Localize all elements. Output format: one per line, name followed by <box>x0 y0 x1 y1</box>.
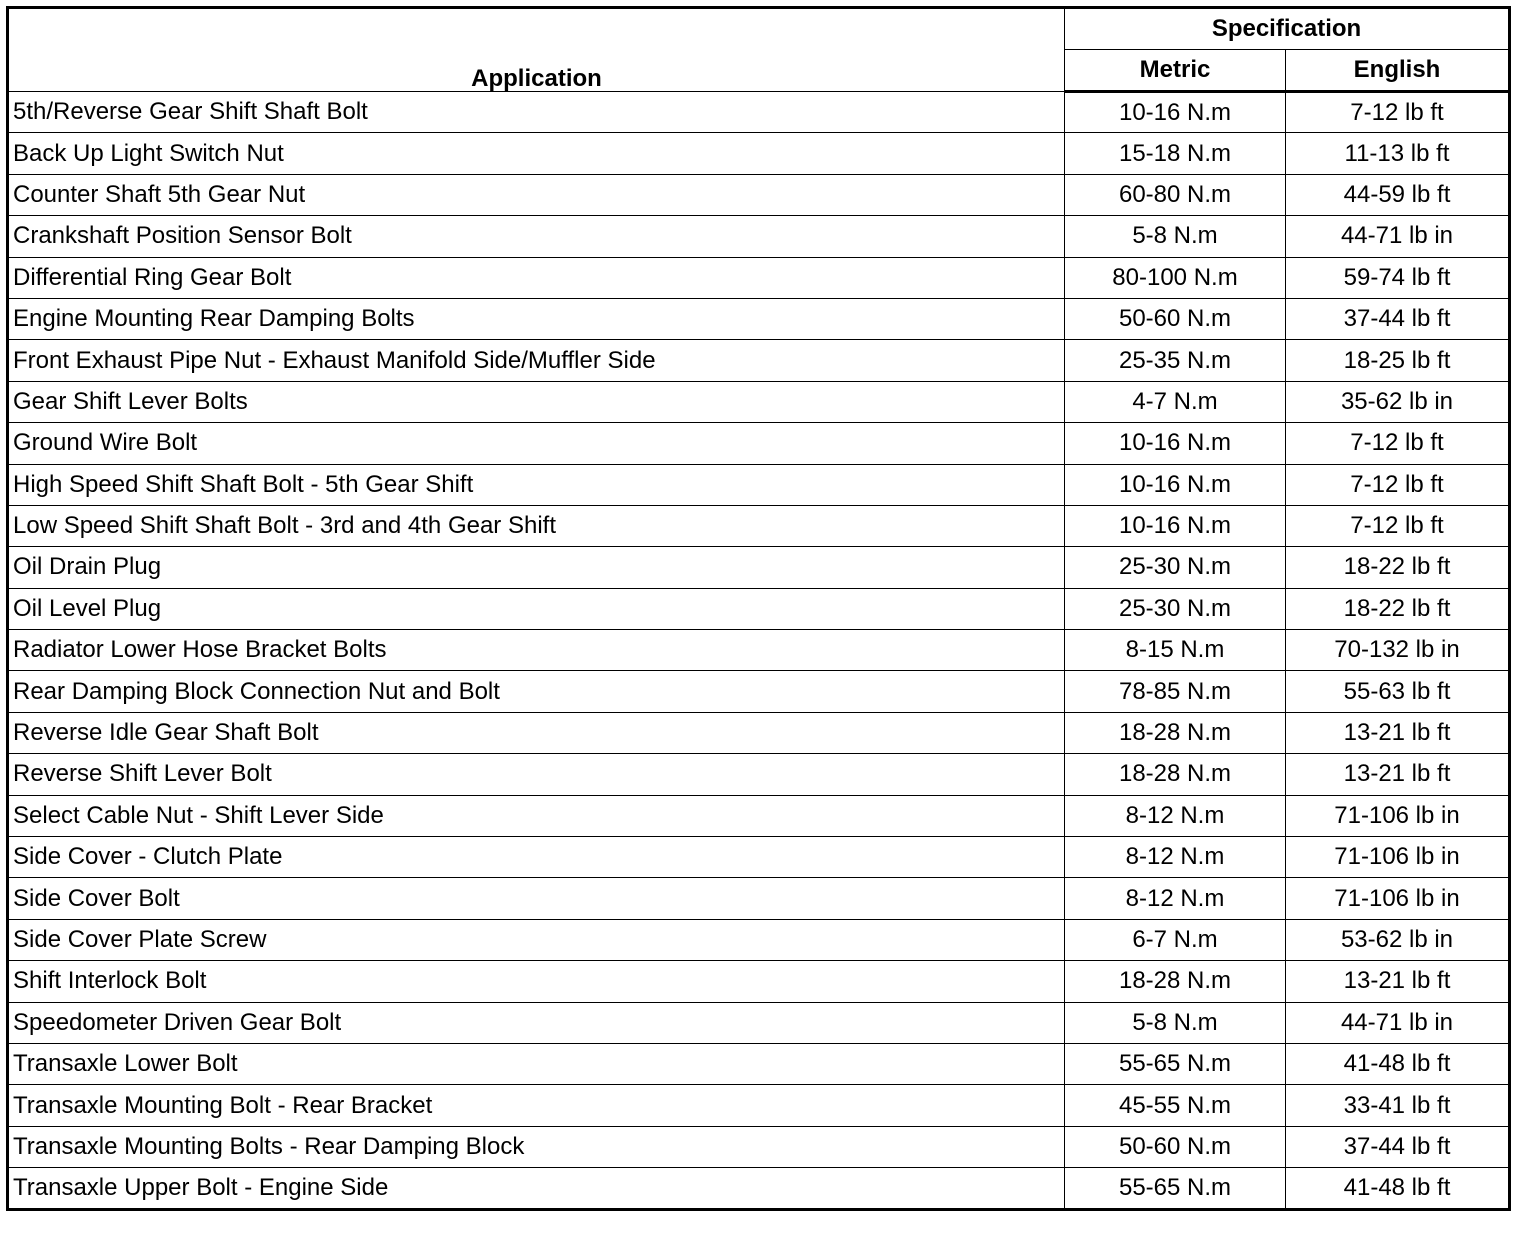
cell-application: Reverse Shift Lever Bolt <box>8 754 1065 795</box>
table-row <box>8 1043 1510 1084</box>
cell-english: 70-132 lb in <box>1286 630 1510 671</box>
cell-application: Side Cover - Clutch Plate <box>8 837 1065 878</box>
cell-metric: 55-65 N.m <box>1065 1168 1286 1209</box>
cell-english: 11-13 lb ft <box>1286 133 1510 174</box>
cell-application: Ground Wire Bolt <box>8 423 1065 464</box>
cell-metric: 10-16 N.m <box>1065 505 1286 546</box>
cell-english: 41-48 lb ft <box>1286 1168 1510 1209</box>
cell-metric: 45-55 N.m <box>1065 1085 1286 1126</box>
cell-metric: 18-28 N.m <box>1065 712 1286 753</box>
cell-english: 13-21 lb ft <box>1286 754 1510 795</box>
table-row <box>8 1126 1510 1167</box>
cell-application: Low Speed Shift Shaft Bolt - 3rd and 4th Gear Shift <box>8 505 1065 546</box>
cell-metric: 78-85 N.m <box>1065 671 1286 712</box>
cell-metric: 60-80 N.m <box>1065 174 1286 215</box>
table-row <box>8 381 1510 422</box>
cell-metric: 50-60 N.m <box>1065 298 1286 339</box>
cell-metric: 25-30 N.m <box>1065 547 1286 588</box>
cell-metric: 10-16 N.m <box>1065 92 1286 133</box>
fastener-tightening-table <box>6 6 1511 1211</box>
cell-application: Counter Shaft 5th Gear Nut <box>8 174 1065 215</box>
table-row <box>8 795 1510 836</box>
cell-application: Side Cover Plate Screw <box>8 919 1065 960</box>
table-row <box>8 1168 1510 1209</box>
cell-application: 5th/Reverse Gear Shift Shaft Bolt <box>8 92 1065 133</box>
cell-application: Select Cable Nut - Shift Lever Side <box>8 795 1065 836</box>
table-header <box>8 8 1510 92</box>
cell-metric: 25-35 N.m <box>1065 340 1286 381</box>
cell-english: 7-12 lb ft <box>1286 423 1510 464</box>
cell-english: 13-21 lb ft <box>1286 961 1510 1002</box>
table-body <box>8 92 1510 1210</box>
table-row <box>8 464 1510 505</box>
cell-english: 37-44 lb ft <box>1286 298 1510 339</box>
cell-application: Speedometer Driven Gear Bolt <box>8 1002 1065 1043</box>
cell-english: 71-106 lb in <box>1286 878 1510 919</box>
cell-application: High Speed Shift Shaft Bolt - 5th Gear Shift <box>8 464 1065 505</box>
cell-metric: 6-7 N.m <box>1065 919 1286 960</box>
cell-metric: 5-8 N.m <box>1065 1002 1286 1043</box>
table-row <box>8 423 1510 464</box>
table-row <box>8 216 1510 257</box>
cell-application: Transaxle Upper Bolt - Engine Side <box>8 1168 1065 1209</box>
cell-metric: 8-15 N.m <box>1065 630 1286 671</box>
table-row <box>8 92 1510 133</box>
column-header-english: English <box>1286 50 1510 92</box>
table-row <box>8 878 1510 919</box>
cell-application: Oil Drain Plug <box>8 547 1065 588</box>
cell-application: Radiator Lower Hose Bracket Bolts <box>8 630 1065 671</box>
cell-english: 59-74 lb ft <box>1286 257 1510 298</box>
cell-english: 7-12 lb ft <box>1286 92 1510 133</box>
cell-english: 7-12 lb ft <box>1286 464 1510 505</box>
table-row <box>8 671 1510 712</box>
cell-application: Front Exhaust Pipe Nut - Exhaust Manifold Side/Muffler Side <box>8 340 1065 381</box>
cell-english: 13-21 lb ft <box>1286 712 1510 753</box>
cell-english: 18-25 lb ft <box>1286 340 1510 381</box>
cell-english: 44-71 lb in <box>1286 216 1510 257</box>
table-row <box>8 630 1510 671</box>
cell-english: 41-48 lb ft <box>1286 1043 1510 1084</box>
cell-application: Transaxle Mounting Bolt - Rear Bracket <box>8 1085 1065 1126</box>
table-row <box>8 1085 1510 1126</box>
column-header-metric: Metric <box>1065 50 1286 92</box>
table-row <box>8 919 1510 960</box>
table-row <box>8 257 1510 298</box>
cell-metric: 10-16 N.m <box>1065 464 1286 505</box>
table-row <box>8 712 1510 753</box>
cell-application: Shift Interlock Bolt <box>8 961 1065 1002</box>
table-row <box>8 837 1510 878</box>
cell-application: Transaxle Lower Bolt <box>8 1043 1065 1084</box>
table-row <box>8 133 1510 174</box>
cell-english: 71-106 lb in <box>1286 837 1510 878</box>
table-row <box>8 588 1510 629</box>
cell-english: 33-41 lb ft <box>1286 1085 1510 1126</box>
cell-application: Oil Level Plug <box>8 588 1065 629</box>
header-row-top <box>8 8 1510 50</box>
cell-english: 35-62 lb in <box>1286 381 1510 422</box>
cell-application: Differential Ring Gear Bolt <box>8 257 1065 298</box>
cell-english: 37-44 lb ft <box>1286 1126 1510 1167</box>
cell-metric: 8-12 N.m <box>1065 878 1286 919</box>
cell-application: Gear Shift Lever Bolts <box>8 381 1065 422</box>
cell-english: 18-22 lb ft <box>1286 588 1510 629</box>
table-row <box>8 298 1510 339</box>
table-row <box>8 547 1510 588</box>
cell-metric: 10-16 N.m <box>1065 423 1286 464</box>
cell-application: Back Up Light Switch Nut <box>8 133 1065 174</box>
table-row <box>8 754 1510 795</box>
table-row <box>8 961 1510 1002</box>
cell-metric: 55-65 N.m <box>1065 1043 1286 1084</box>
fastener-spec-sheet <box>6 6 1511 1211</box>
cell-metric: 50-60 N.m <box>1065 1126 1286 1167</box>
cell-english: 44-59 lb ft <box>1286 174 1510 215</box>
cell-english: 71-106 lb in <box>1286 795 1510 836</box>
cell-english: 18-22 lb ft <box>1286 547 1510 588</box>
cell-english: 44-71 lb in <box>1286 1002 1510 1043</box>
cell-metric: 8-12 N.m <box>1065 795 1286 836</box>
cell-metric: 8-12 N.m <box>1065 837 1286 878</box>
cell-application: Side Cover Bolt <box>8 878 1065 919</box>
cell-english: 7-12 lb ft <box>1286 505 1510 546</box>
cell-english: 55-63 lb ft <box>1286 671 1510 712</box>
cell-metric: 18-28 N.m <box>1065 961 1286 1002</box>
cell-application: Rear Damping Block Connection Nut and Bolt <box>8 671 1065 712</box>
cell-application: Reverse Idle Gear Shaft Bolt <box>8 712 1065 753</box>
cell-application: Transaxle Mounting Bolts - Rear Damping Block <box>8 1126 1065 1167</box>
column-header-application: Application <box>8 8 1065 92</box>
cell-metric: 80-100 N.m <box>1065 257 1286 298</box>
cell-application: Engine Mounting Rear Damping Bolts <box>8 298 1065 339</box>
table-row <box>8 174 1510 215</box>
cell-metric: 18-28 N.m <box>1065 754 1286 795</box>
cell-metric: 4-7 N.m <box>1065 381 1286 422</box>
table-row <box>8 505 1510 546</box>
cell-metric: 15-18 N.m <box>1065 133 1286 174</box>
table-row <box>8 1002 1510 1043</box>
cell-metric: 5-8 N.m <box>1065 216 1286 257</box>
column-header-specification: Specification <box>1065 8 1510 50</box>
cell-application: Crankshaft Position Sensor Bolt <box>8 216 1065 257</box>
cell-metric: 25-30 N.m <box>1065 588 1286 629</box>
cell-english: 53-62 lb in <box>1286 919 1510 960</box>
table-row <box>8 340 1510 381</box>
